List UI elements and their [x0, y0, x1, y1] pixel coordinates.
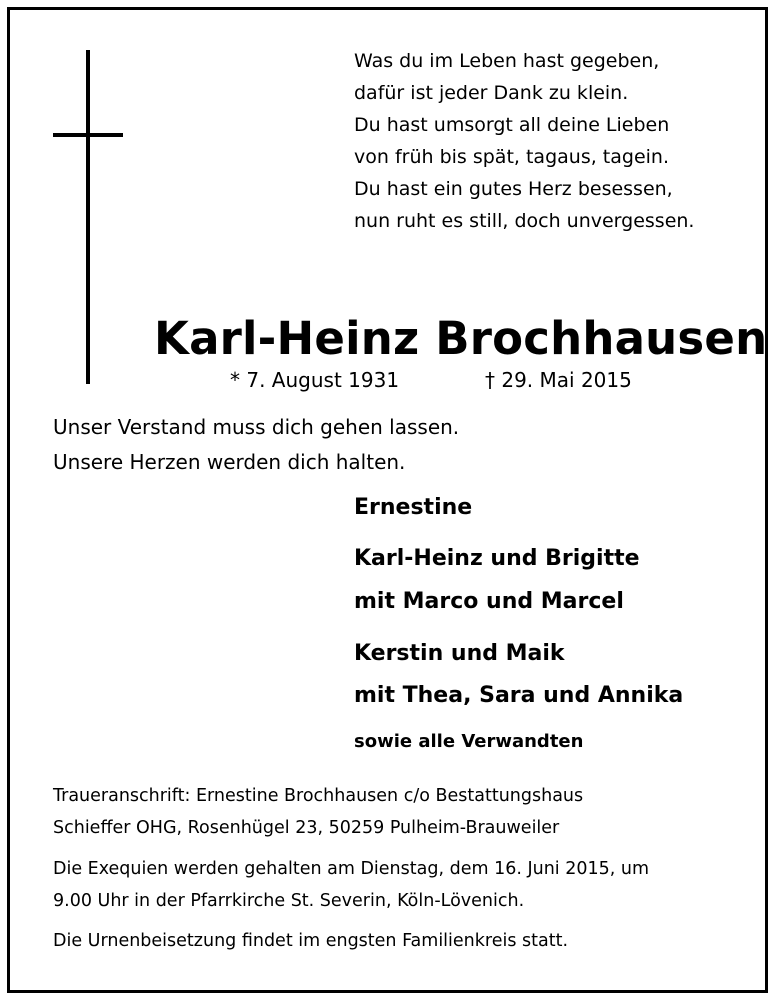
- urn-burial-note: Die Urnenbeisetzung findet im engsten Familienkreis statt.: [53, 931, 569, 951]
- cross-vertical-bar: [86, 50, 90, 384]
- poem: [354, 45, 694, 237]
- poem-line: Was du im Leben hast gegeben,: [354, 50, 660, 72]
- cross-horizontal-bar: [53, 133, 123, 137]
- quote-line: Unsere Herzen werden dich halten.: [53, 450, 406, 474]
- poem-line: nun ruht es still, doch unvergessen.: [354, 210, 695, 232]
- family-line-karl-heinz: Karl-Heinz und Brigitte: [354, 546, 640, 571]
- family-line-kerstin: Kerstin und Maik: [354, 641, 565, 666]
- poem-line: Du hast ein gutes Herz besessen,: [354, 178, 673, 200]
- poem-line: Du hast umsorgt all deine Lieben: [354, 114, 670, 136]
- address-line: Schieffer OHG, Rosenhügel 23, 50259 Pulheim-Brauweiler: [53, 818, 560, 838]
- exequien-line: Die Exequien werden gehalten am Dienstag, dem 16. Juni 2015, um: [53, 859, 650, 879]
- quote: [53, 410, 459, 480]
- quote-line: Unser Verstand muss dich gehen lassen.: [53, 415, 460, 439]
- birth-date: * 7. August 1931: [230, 368, 400, 392]
- family-line-thea: mit Thea, Sara und Annika: [354, 683, 684, 708]
- family-line-ernestine: Ernestine: [354, 495, 473, 520]
- family-line-relatives: sowie alle Verwandten: [354, 731, 584, 752]
- poem-line: von früh bis spät, tagaus, tagein.: [354, 146, 670, 168]
- death-date: † 29. Mai 2015: [485, 368, 632, 392]
- address-line: Traueranschrift: Ernestine Brochhausen c/o Bestattungshaus: [53, 786, 584, 806]
- poem-line: dafür ist jeder Dank zu klein.: [354, 82, 629, 104]
- family-line-marco: mit Marco und Marcel: [354, 589, 624, 614]
- deceased-name: Karl-Heinz Brochhausen: [154, 312, 768, 365]
- exequien-line: 9.00 Uhr in der Pfarrkirche St. Severin, Köln-Lövenich.: [53, 891, 525, 911]
